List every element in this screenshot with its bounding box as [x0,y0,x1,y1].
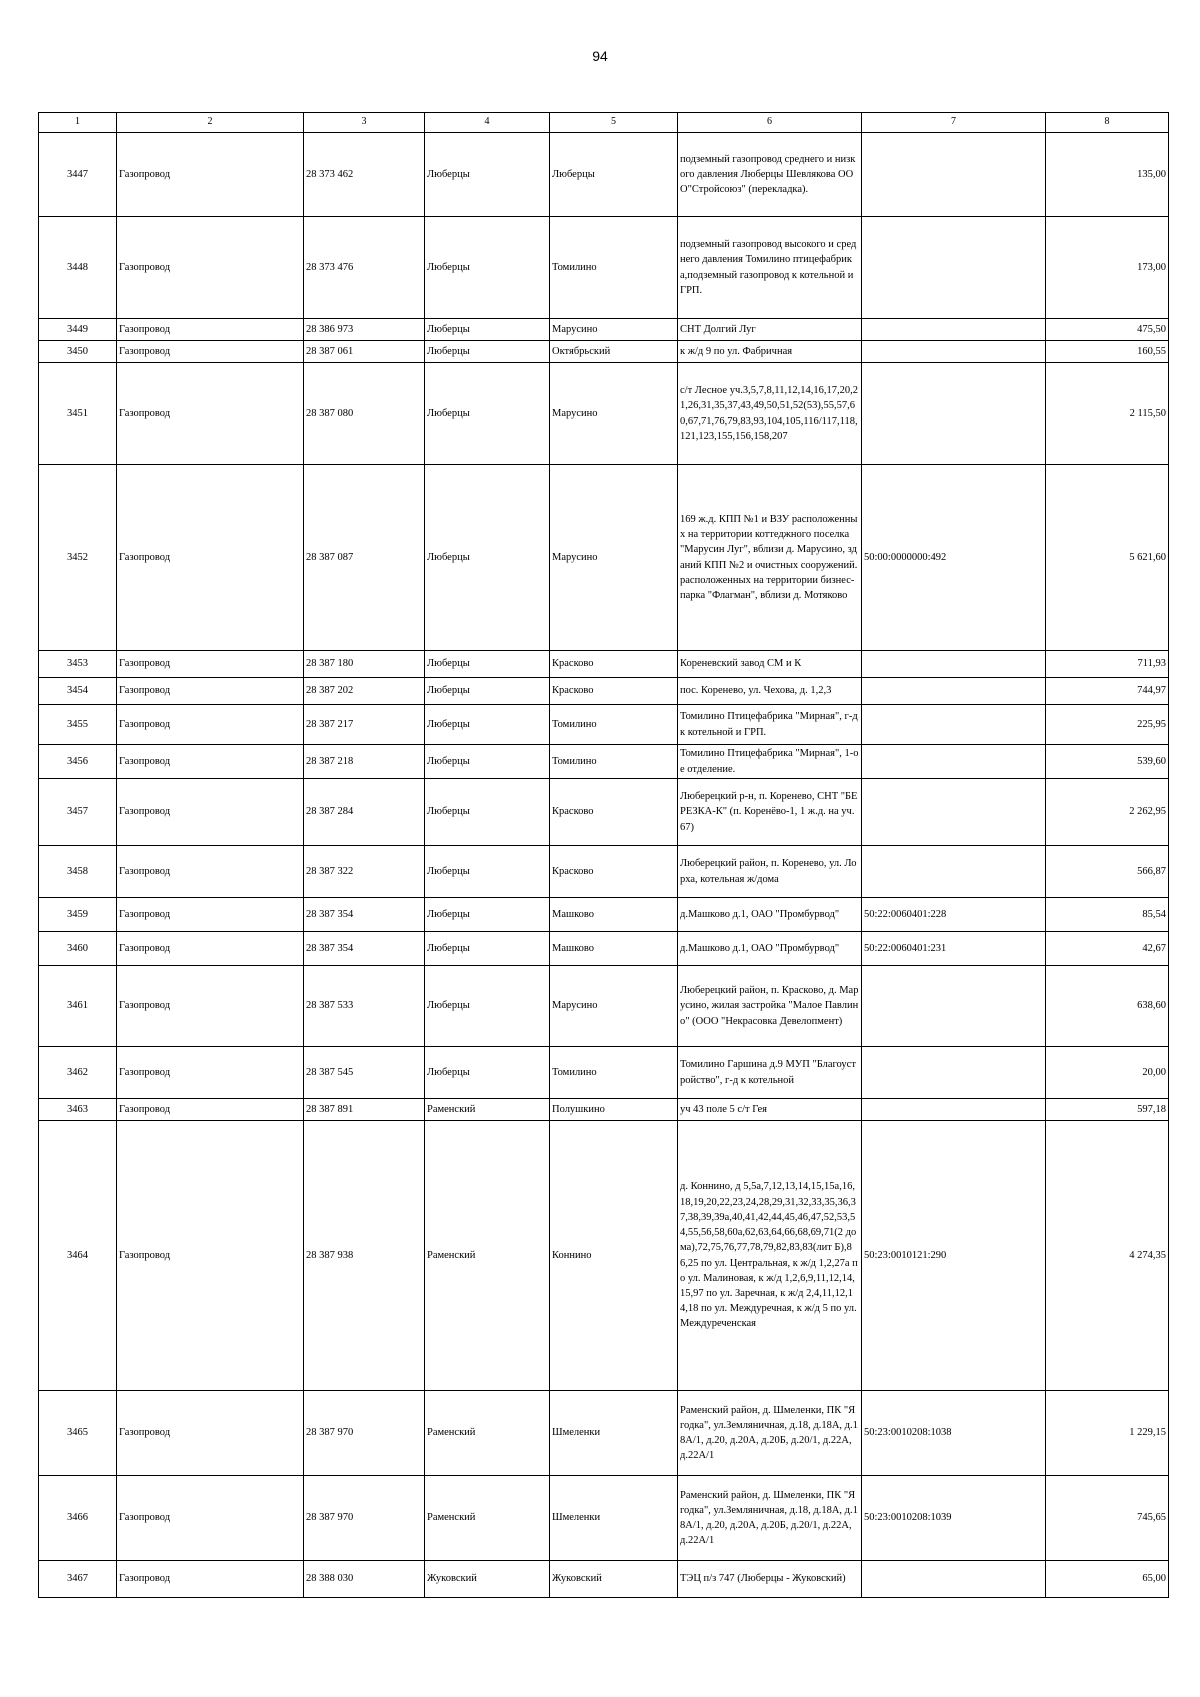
row-number-cell: 3466 [39,1476,117,1561]
code-cell: 28 387 218 [304,745,425,779]
district-cell: Раменский [425,1476,550,1561]
address-description-cell: Люберецкий р-н, п. Коренево, СНТ "БЕРЕЗКА-К" (п. Коренёво-1, 1 ж.д. на уч.67) [678,779,862,846]
locality-cell: Люберцы [550,133,678,217]
gas-pipeline-registry-table [38,112,1169,1598]
table-row [39,341,1169,363]
row-number-cell: 3464 [39,1121,117,1391]
address-description-cell: Люберецкий район, п. Коренево, ул. Лорха, котельная ж/дома [678,846,862,898]
object-type-cell: Газопровод [117,133,304,217]
cadastral-number-cell [862,745,1046,779]
table-row [39,465,1169,651]
address-description-cell: д.Машково д.1, ОАО "Промбурвод" [678,898,862,932]
code-cell: 28 387 938 [304,1121,425,1391]
code-cell: 28 387 202 [304,678,425,705]
code-cell: 28 387 322 [304,846,425,898]
cadastral-number-cell [862,651,1046,678]
cadastral-number-cell [862,363,1046,465]
locality-cell: Машково [550,898,678,932]
page-number: 94 [592,48,608,64]
locality-cell: Томилино [550,745,678,779]
address-description-cell: к ж/д 9 по ул. Фабричная [678,341,862,363]
length-cell: 42,67 [1046,932,1169,966]
code-cell: 28 386 973 [304,319,425,341]
district-cell: Люберцы [425,133,550,217]
code-cell: 28 388 030 [304,1561,425,1598]
cadastral-number-cell: 50:22:0060401:231 [862,932,1046,966]
district-cell: Жуковский [425,1561,550,1598]
object-type-cell: Газопровод [117,1121,304,1391]
table-row [39,1561,1169,1598]
object-type-cell: Газопровод [117,1391,304,1476]
locality-cell: Томилино [550,1047,678,1099]
length-cell: 4 274,35 [1046,1121,1169,1391]
code-cell: 28 387 970 [304,1476,425,1561]
row-number-cell: 3451 [39,363,117,465]
address-description-cell: подземный газопровод высокого и среднего давления Томилино птицефабрика,подземный газопровод к котельной и ГРП. [678,217,862,319]
row-number-cell: 3456 [39,745,117,779]
length-cell: 539,60 [1046,745,1169,779]
table-row [39,932,1169,966]
code-cell: 28 387 354 [304,898,425,932]
district-cell: Люберцы [425,966,550,1047]
code-cell: 28 373 462 [304,133,425,217]
length-cell: 85,54 [1046,898,1169,932]
column-header: 4 [425,113,550,133]
object-type-cell: Газопровод [117,678,304,705]
length-cell: 1 229,15 [1046,1391,1169,1476]
locality-cell: Красково [550,651,678,678]
length-cell: 135,00 [1046,133,1169,217]
cadastral-number-cell [862,966,1046,1047]
cadastral-number-cell [862,1099,1046,1121]
address-description-cell: ТЭЦ п/з 747 (Люберцы - Жуковский) [678,1561,862,1598]
object-type-cell: Газопровод [117,779,304,846]
length-cell: 2 262,95 [1046,779,1169,846]
code-cell: 28 387 180 [304,651,425,678]
length-cell: 475,50 [1046,319,1169,341]
table-row [39,319,1169,341]
cadastral-number-cell [862,779,1046,846]
locality-cell: Марусино [550,363,678,465]
locality-cell: Шмеленки [550,1476,678,1561]
column-header: 7 [862,113,1046,133]
object-type-cell: Газопровод [117,846,304,898]
code-cell: 28 373 476 [304,217,425,319]
district-cell: Раменский [425,1099,550,1121]
table-row [39,966,1169,1047]
locality-cell: Марусино [550,319,678,341]
code-cell: 28 387 087 [304,465,425,651]
row-number-cell: 3453 [39,651,117,678]
code-cell: 28 387 533 [304,966,425,1047]
address-description-cell: СНТ Долгий Луг [678,319,862,341]
table-row [39,1099,1169,1121]
district-cell: Люберцы [425,846,550,898]
cadastral-number-cell [862,1047,1046,1099]
code-cell: 28 387 080 [304,363,425,465]
district-cell: Люберцы [425,898,550,932]
object-type-cell: Газопровод [117,319,304,341]
object-type-cell: Газопровод [117,705,304,745]
table-row [39,1476,1169,1561]
table-row [39,1121,1169,1391]
code-cell: 28 387 061 [304,341,425,363]
district-cell: Люберцы [425,465,550,651]
row-number-cell: 3460 [39,932,117,966]
address-description-cell: Томилино Гаршина д.9 МУП "Благоустройство", г-д к котельной [678,1047,862,1099]
cadastral-number-cell [862,705,1046,745]
length-cell: 597,18 [1046,1099,1169,1121]
district-cell: Раменский [425,1121,550,1391]
locality-cell: Жуковский [550,1561,678,1598]
cadastral-number-cell: 50:00:0000000:492 [862,465,1046,651]
address-description-cell: с/т Лесное уч.3,5,7,8,11,12,14,16,17,20,21,26,31,35,37,43,49,50,51,52(53),55,57,60,67,71,76,79,83,93,104,105,116/117,118,121,123,155,156,158,207 [678,363,862,465]
district-cell: Люберцы [425,651,550,678]
row-number-cell: 3450 [39,341,117,363]
locality-cell: Коннино [550,1121,678,1391]
object-type-cell: Газопровод [117,966,304,1047]
length-cell: 173,00 [1046,217,1169,319]
row-number-cell: 3452 [39,465,117,651]
column-header: 6 [678,113,862,133]
table-row [39,745,1169,779]
row-number-cell: 3463 [39,1099,117,1121]
locality-cell: Красково [550,678,678,705]
column-header: 2 [117,113,304,133]
length-cell: 2 115,50 [1046,363,1169,465]
locality-cell: Томилино [550,217,678,319]
locality-cell: Полушкино [550,1099,678,1121]
table-row [39,1391,1169,1476]
length-cell: 20,00 [1046,1047,1169,1099]
object-type-cell: Газопровод [117,745,304,779]
district-cell: Люберцы [425,319,550,341]
locality-cell: Красково [550,779,678,846]
object-type-cell: Газопровод [117,651,304,678]
table-row [39,678,1169,705]
district-cell: Люберцы [425,341,550,363]
code-cell: 28 387 891 [304,1099,425,1121]
row-number-cell: 3448 [39,217,117,319]
row-number-cell: 3461 [39,966,117,1047]
row-number-cell: 3457 [39,779,117,846]
object-type-cell: Газопровод [117,1099,304,1121]
locality-cell: Томилино [550,705,678,745]
district-cell: Люберцы [425,745,550,779]
length-cell: 65,00 [1046,1561,1169,1598]
locality-cell: Красково [550,846,678,898]
table-row [39,705,1169,745]
column-header: 1 [39,113,117,133]
length-cell: 566,87 [1046,846,1169,898]
code-cell: 28 387 545 [304,1047,425,1099]
cadastral-number-cell [862,217,1046,319]
district-cell: Люберцы [425,705,550,745]
column-number-header-row [39,113,1169,133]
district-cell: Люберцы [425,678,550,705]
column-header: 8 [1046,113,1169,133]
address-description-cell: Раменский район, д. Шмеленки, ПК "Ягодка", ул.Земляничная, д.18, д.18А, д.18А/1, д.20, д.20А, д.20Б, д.20/1, д.22А, д.22А/1 [678,1476,862,1561]
cadastral-number-cell: 50:23:0010208:1039 [862,1476,1046,1561]
cadastral-number-cell [862,133,1046,217]
address-description-cell: д.Машково д.1, ОАО "Промбурвод" [678,932,862,966]
cadastral-number-cell [862,319,1046,341]
code-cell: 28 387 970 [304,1391,425,1476]
object-type-cell: Газопровод [117,341,304,363]
address-description-cell: пос. Коренево, ул. Чехова, д. 1,2,3 [678,678,862,705]
code-cell: 28 387 354 [304,932,425,966]
cadastral-number-cell [862,1561,1046,1598]
object-type-cell: Газопровод [117,465,304,651]
row-number-cell: 3459 [39,898,117,932]
length-cell: 711,93 [1046,651,1169,678]
object-type-cell: Газопровод [117,363,304,465]
address-description-cell: Кореневский завод СМ и К [678,651,862,678]
row-number-cell: 3455 [39,705,117,745]
object-type-cell: Газопровод [117,1561,304,1598]
cadastral-number-cell: 50:23:0010208:1038 [862,1391,1046,1476]
address-description-cell: Томилино Птицефабрика "Мирная", г-д к котельной и ГРП. [678,705,862,745]
row-number-cell: 3467 [39,1561,117,1598]
length-cell: 5 621,60 [1046,465,1169,651]
cadastral-number-cell [862,341,1046,363]
length-cell: 638,60 [1046,966,1169,1047]
column-header: 3 [304,113,425,133]
table-row [39,133,1169,217]
object-type-cell: Газопровод [117,898,304,932]
locality-cell: Марусино [550,465,678,651]
address-description-cell: д. Коннино, д 5,5а,7,12,13,14,15,15а,16,18,19,20,22,23,24,28,29,31,32,33,35,36,37,38,39,39а,40,41,42,44,45,46,47,52,53,54,55,56,58,60а,62,63,64,66,68,69,71(2 дома),72,75,76,77,78,79,82,83,83(лит Б),86,25 по ул. Центральная, к ж/д 1,2,27а по ул. Малиновая, к ж/д 1,2,6,9,11,12,14,15,97 по ул. Заречная, к ж/д 2,4,11,12,14,18 по ул. Междуречная, к ж/д 5 по ул. Междуреченская [678,1121,862,1391]
length-cell: 160,55 [1046,341,1169,363]
row-number-cell: 3454 [39,678,117,705]
object-type-cell: Газопровод [117,217,304,319]
locality-cell: Марусино [550,966,678,1047]
cadastral-number-cell [862,678,1046,705]
table-row [39,846,1169,898]
object-type-cell: Газопровод [117,1476,304,1561]
row-number-cell: 3458 [39,846,117,898]
locality-cell: Октябрьский [550,341,678,363]
object-type-cell: Газопровод [117,1047,304,1099]
address-description-cell: уч 43 поле 5 с/т Гея [678,1099,862,1121]
code-cell: 28 387 284 [304,779,425,846]
district-cell: Люберцы [425,1047,550,1099]
district-cell: Люберцы [425,217,550,319]
table-row [39,217,1169,319]
address-description-cell: Раменский район, д. Шмеленки, ПК "Ягодка", ул.Земляничная, д.18, д.18А, д.18А/1, д.20, д.20А, д.20Б, д.20/1, д.22А, д.22А/1 [678,1391,862,1476]
cadastral-number-cell: 50:23:0010121:290 [862,1121,1046,1391]
row-number-cell: 3449 [39,319,117,341]
table-row [39,651,1169,678]
length-cell: 744,97 [1046,678,1169,705]
address-description-cell: 169 ж.д. КПП №1 и ВЗУ расположенных на территории коттеджного поселка "Марусин Луг", вблизи д. Марусино, зданий КПП №2 и очистных сооружений. расположенных на территории бизнес-парка "Флагман", вблизи д. Мотяково [678,465,862,651]
district-cell: Раменский [425,1391,550,1476]
locality-cell: Машково [550,932,678,966]
table-row [39,363,1169,465]
code-cell: 28 387 217 [304,705,425,745]
column-header: 5 [550,113,678,133]
table-row [39,898,1169,932]
table-row [39,1047,1169,1099]
district-cell: Люберцы [425,932,550,966]
cadastral-number-cell [862,846,1046,898]
object-type-cell: Газопровод [117,932,304,966]
table-row [39,779,1169,846]
row-number-cell: 3465 [39,1391,117,1476]
address-description-cell: Томилино Птицефабрика "Мирная", 1-ое отделение. [678,745,862,779]
row-number-cell: 3447 [39,133,117,217]
length-cell: 225,95 [1046,705,1169,745]
address-description-cell: Люберецкий район, п. Красково, д. Марусино, жилая застройка "Малое Павлино" (ООО "Некрасовка Девелопмент) [678,966,862,1047]
cadastral-number-cell: 50:22:0060401:228 [862,898,1046,932]
row-number-cell: 3462 [39,1047,117,1099]
length-cell: 745,65 [1046,1476,1169,1561]
district-cell: Люберцы [425,363,550,465]
locality-cell: Шмеленки [550,1391,678,1476]
district-cell: Люберцы [425,779,550,846]
address-description-cell: подземный газопровод среднего и низкого давления Люберцы Шевлякова ООО"Стройсоюз" (перекладка). [678,133,862,217]
